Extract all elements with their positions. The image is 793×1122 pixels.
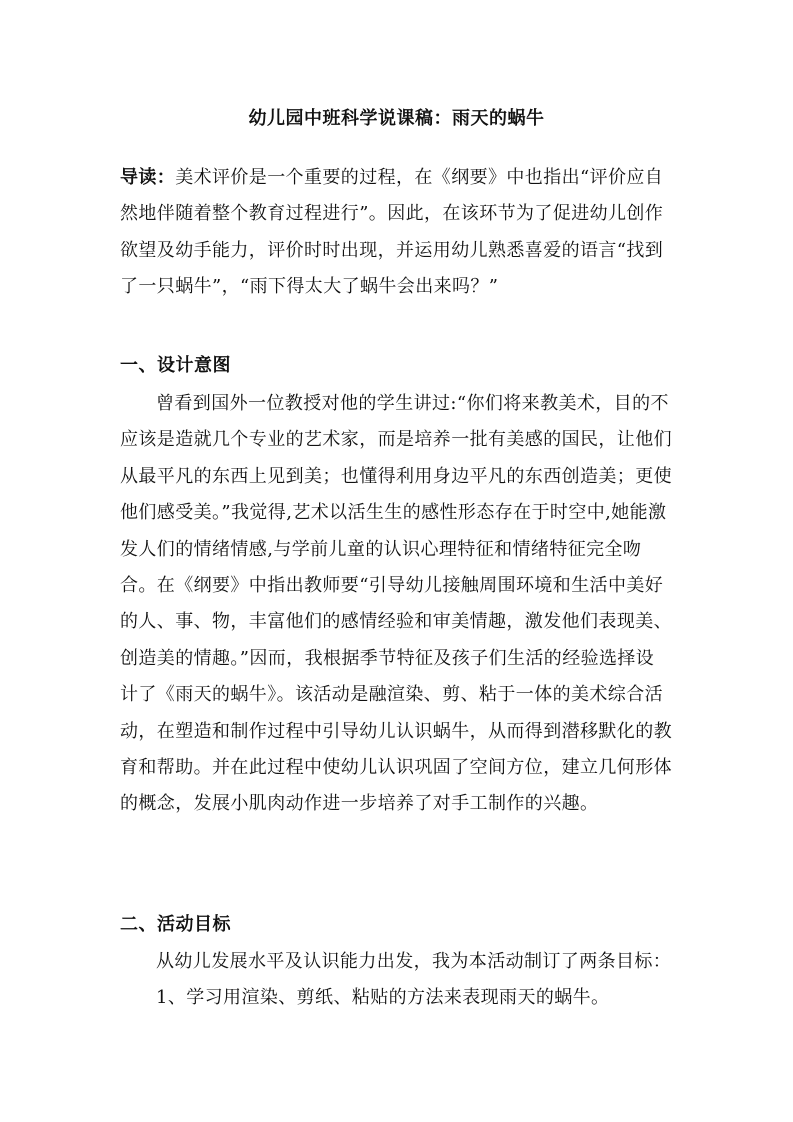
paragraph-line: 创造美的情趣。”因而，我根据季节特征及孩子们生活的经验选择设 <box>120 647 655 669</box>
paragraph-line: 应该是造就几个专业的艺术家，而是培养一批有美感的国民，让他们 <box>120 429 672 451</box>
paragraph-line: 发人们的情绪情感,与学前儿童的认识心理特征和情绪特征完全吻 <box>120 538 642 560</box>
paragraph-line: 的人、事、物，丰富他们的感情经验和审美情趣，激发他们表现美、 <box>120 611 672 633</box>
paragraph-line: 计了《雨天的蜗牛》。该活动是融渲染、剪、粘于一体的美术综合活 <box>120 684 663 706</box>
intro-label: 导读： <box>120 167 176 188</box>
intro-line-3: 欲望及幼手能力，评价时时出现，并运用幼儿熟悉喜爱的语言“找到 <box>120 239 664 261</box>
paragraph-line: 从幼儿发展水平及认识能力出发，我为本活动制订了两条目标： <box>156 951 672 972</box>
activity-goals-paragraph <box>120 944 676 1017</box>
document-title: 幼儿园中班科学说课稿：雨天的蜗牛 <box>248 108 545 129</box>
paragraph-line: 他们感受美。”我觉得,艺术以活生生的感性形态存在于时空中,她能激 <box>120 502 667 524</box>
paragraph-line: 从最平凡的东西上见到美；也懂得利用身边平凡的东西创造美；更使 <box>120 465 672 487</box>
paragraph-line: 曾看到国外一位教授对他的学生讲过:“你们将来教美术，目的不 <box>156 393 669 414</box>
paragraph-line: 合。在《纲要》中指出教师要“引导幼儿接触周围环境和生活中美好 <box>120 575 664 597</box>
section-heading-design-intent: 一、设计意图 <box>120 355 231 376</box>
paragraph-line: 育和帮助。并在此过程中使幼儿认识巩固了空间方位，建立几何形体 <box>120 757 672 779</box>
intro-paragraph <box>120 160 676 306</box>
intro-line-1: 导读：美术评价是一个重要的过程，在《纲要》中也指出“评价应自 <box>120 167 664 188</box>
goal-item-1: 1、学习用渲染、剪纸、粘贴的方法来表现雨天的蜗牛。 <box>156 987 610 1009</box>
intro-line-2: 然地伴随着整个教育过程进行”。因此，在该环节为了促进幼儿创作 <box>120 203 664 225</box>
section-heading-activity-goals: 二、活动目标 <box>120 914 231 935</box>
paragraph-line: 的概念，发展小肌肉动作进一步培养了对手工制作的兴趣。 <box>120 793 599 815</box>
design-intent-paragraph <box>120 386 676 823</box>
paragraph-line: 动，在塑造和制作过程中引导幼儿认识蜗牛，从而得到潜移默化的教 <box>120 720 672 742</box>
intro-line-4: 了一只蜗牛”，“雨下得太大了蜗牛会出来吗？” <box>120 276 499 298</box>
